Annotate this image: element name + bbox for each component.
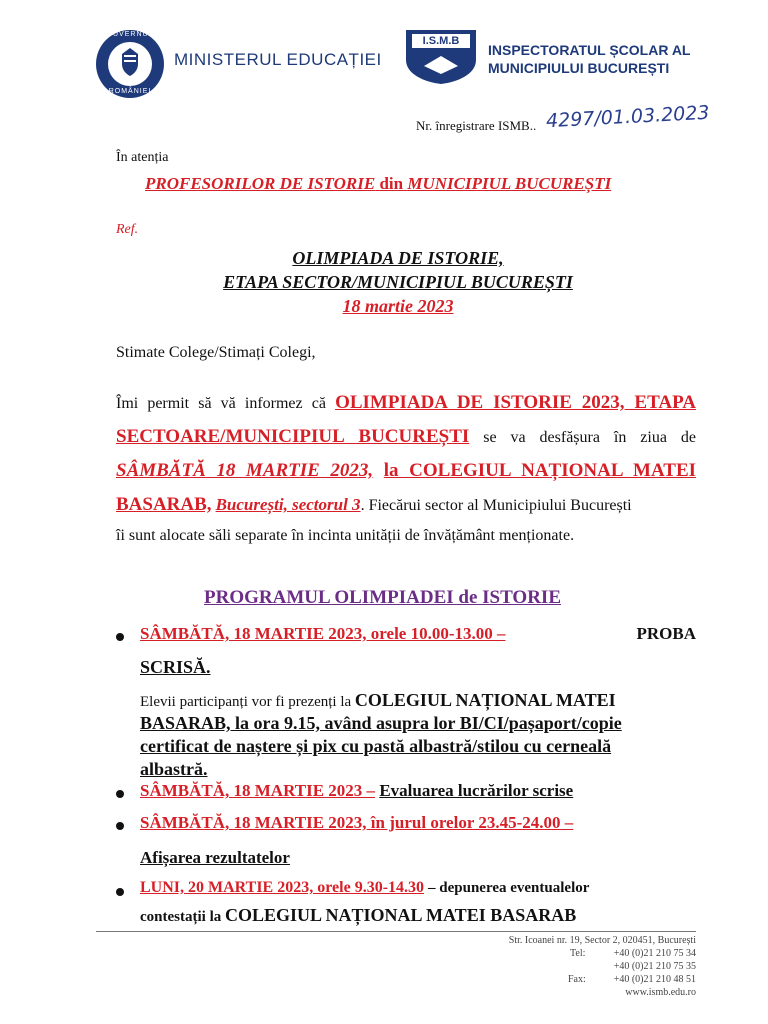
bullet-icon [116, 888, 124, 896]
isj-logo [404, 28, 478, 86]
seal-text-bottom: ROMÂNIEI [108, 88, 152, 95]
footer-tel-label: Tel: [570, 948, 586, 959]
program-item-2 [140, 781, 696, 801]
footer-fax-label: Fax: [568, 974, 586, 985]
body-text: . Fiecărui sector al Municipiului București [360, 497, 632, 514]
program-item-4 [140, 879, 696, 897]
program-heading: PROGRAMUL OLIMPIADEI de ISTORIE [204, 587, 562, 608]
item1-note-line2: BASARAB, la ora 9.15, având asupra lor BI/CI/pașaport/copie [140, 713, 622, 733]
body-line5: îi sunt alocate săli separate în incinta unității de învățământ menționate. [116, 527, 575, 544]
isj-logo-text: I.S.M.B [422, 35, 460, 47]
registration-number: 4297/01.03.2023 [545, 101, 711, 133]
isj-name-line1: INSPECTORATUL ȘCOLAR AL [488, 42, 691, 58]
footer-address: Str. Icoanei nr. 19, Sector 2, 020451, București [508, 935, 696, 946]
olympiad-name: OLIMPIADA DE ISTORIE 2023, ETAPA [335, 392, 696, 413]
registration-dots: .. [529, 118, 537, 133]
item4-activity: – depunerea eventualelor [428, 880, 590, 896]
body-text: se va desfășura în ziua de [483, 429, 696, 446]
note-text: Elevii participanți vor fi prezenți la [140, 694, 352, 710]
seal-text-top: GUVERNUL [106, 31, 154, 38]
stage-name: SECTOARE/MUNICIPIUL BUCUREȘTI [116, 426, 470, 447]
item2-activity: Evaluarea lucrărilor scrise [379, 781, 574, 800]
recipients-teachers: PROFESORILOR DE ISTORIE [145, 174, 376, 193]
item4-venue: COLEGIUL NAȚIONAL MATEI BASARAB [224, 905, 577, 925]
greeting: Stimate Colege/Stimați Colegi, [116, 344, 316, 361]
ministry-seal [94, 28, 166, 100]
item3-activity: Afișarea rezultatelor [140, 848, 290, 867]
venue-location: București, sectorul 3 [215, 495, 361, 514]
footer-tel1: +40 (0)21 210 75 34 [613, 948, 696, 959]
bullet-icon [116, 822, 124, 830]
note-venue: COLEGIUL NAȚIONAL MATEI [354, 690, 616, 710]
attention-label: În atenția [116, 150, 169, 165]
title-date: 18 martie 2023 [342, 296, 454, 316]
body-line4 [116, 494, 632, 516]
footer-divider [96, 931, 696, 932]
footer-website[interactable]: www.ismb.edu.ro [625, 987, 696, 998]
body-line3 [116, 459, 696, 483]
registration-label: Nr. înregistrare ISMB [416, 118, 530, 133]
body-line2 [116, 426, 696, 448]
program-item-3: SÂMBĂTĂ, 18 MARTIE 2023, în jurul orelor 23.45-24.00 – [140, 813, 574, 832]
body-line1 [116, 392, 696, 414]
item1-note-line1 [140, 690, 696, 711]
registration-line [416, 118, 536, 134]
program-item-4-cont [140, 905, 696, 926]
title-line1: OLIMPIADA DE ISTORIE, [292, 248, 504, 268]
venue-name-end: BASARAB, [116, 494, 212, 515]
attention-recipients [145, 174, 611, 194]
recipients-municipality: MUNICIPIUL BUCUREȘTI [407, 174, 612, 193]
program-item-1 [140, 624, 696, 644]
event-date: SÂMBĂTĂ 18 MARTIE 2023, [116, 460, 374, 481]
bullet-icon [116, 790, 124, 798]
footer-tel2: +40 (0)21 210 75 35 [613, 961, 696, 972]
event-venue: la COLEGIUL NAȚIONAL MATEI [383, 460, 696, 481]
item1-activity-cont: SCRISĂ. [140, 657, 211, 677]
footer-fax: +40 (0)21 210 48 51 [613, 974, 696, 985]
body-text: Îmi permit să vă informez că [116, 395, 326, 412]
recipients-din: din [379, 174, 404, 193]
item1-note-line4: albastră. [140, 759, 208, 779]
item1-time: SÂMBĂTĂ, 18 MARTIE 2023, orele 10.00-13.00 – [140, 624, 506, 643]
item4-date: LUNI, 20 MARTIE 2023, orele 9.30-14.30 [140, 879, 425, 896]
item4-text: contestații la [140, 909, 222, 925]
item1-activity: PROBA [636, 624, 696, 643]
ministry-name: MINISTERUL EDUCAȚIEI [174, 50, 382, 69]
item2-date: SÂMBĂTĂ, 18 MARTIE 2023 – [140, 781, 376, 800]
bullet-icon [116, 633, 124, 641]
title-line2: ETAPA SECTOR/MUNICIPIUL BUCUREȘTI [223, 272, 573, 292]
item1-note-line3: certificat de naștere și pix cu pastă albastră/stilou cu cerneală [140, 736, 612, 756]
ref-label: Ref. [116, 222, 139, 237]
isj-name-line2: MUNICIPIULUI BUCUREȘTI [488, 60, 670, 76]
